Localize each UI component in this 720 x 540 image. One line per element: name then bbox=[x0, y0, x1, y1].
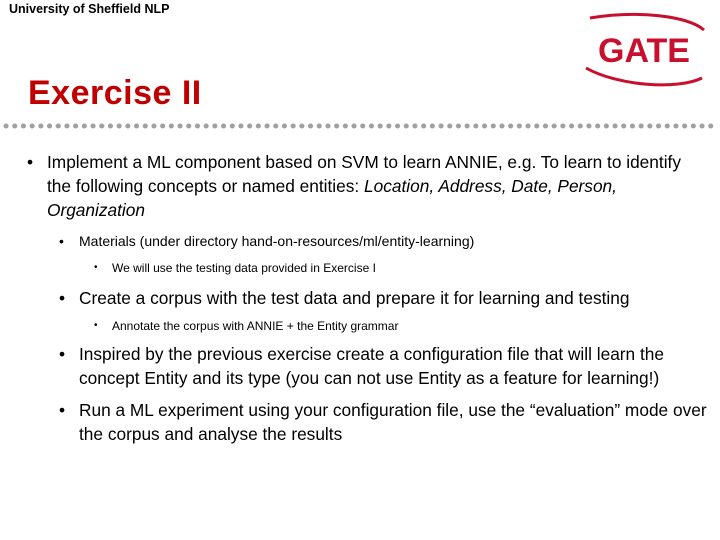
bullet-text: Annotate the corpus with ANNIE + the Entity grammar bbox=[112, 319, 399, 333]
bullet-config-file bbox=[59, 342, 709, 390]
bullet-dot: • bbox=[27, 152, 34, 172]
bullet-dot: • bbox=[59, 344, 66, 364]
bullet-dot: • bbox=[59, 288, 66, 308]
gate-logo-arc-bottom bbox=[586, 68, 702, 85]
slide-body bbox=[0, 150, 720, 450]
bullet-text: Materials (under directory hand-on-resources/ml/entity-learning) bbox=[79, 233, 475, 249]
entity-types: Location, Address, Date, Person, Organization bbox=[47, 176, 617, 220]
bullet-text: We will use the testing data provided in Exercise I bbox=[112, 261, 376, 275]
bullet-dot: • bbox=[94, 320, 98, 331]
bullet-text: Create a corpus with the test data and prepare it for learning and testing bbox=[79, 288, 630, 308]
bullet-create-corpus bbox=[59, 286, 709, 310]
bullet-materials bbox=[59, 232, 699, 250]
bullet-implement-ml bbox=[27, 150, 687, 222]
dotted-divider bbox=[2, 121, 718, 131]
bullet-testing-data bbox=[94, 260, 692, 276]
bullet-dot: • bbox=[94, 262, 98, 273]
gate-logo-text: GATE bbox=[598, 32, 690, 70]
bullet-run-experiment bbox=[59, 398, 709, 446]
bullet-annotate-corpus bbox=[94, 318, 692, 334]
bullet-text: Inspired by the previous exercise create a configuration file that will learn the concept Entity and its type (you can not use Entity as a feature for learning!) bbox=[79, 344, 664, 388]
slide-title: Exercise II bbox=[28, 74, 202, 112]
organization-header: University of Sheffield NLP bbox=[9, 2, 170, 16]
bullet-text: Run a ML experiment using your configuration file, use the “evaluation” mode over the corpus and analyse the results bbox=[79, 400, 707, 444]
bullet-dot: • bbox=[59, 233, 64, 249]
gate-logo-arc bbox=[590, 14, 704, 30]
bullet-text: Implement a ML component based on SVM to learn ANNIE, e.g. To learn to identify the following concepts or named entities: bbox=[47, 152, 681, 196]
gate-logo bbox=[578, 8, 708, 94]
bullet-dot: • bbox=[59, 400, 66, 420]
